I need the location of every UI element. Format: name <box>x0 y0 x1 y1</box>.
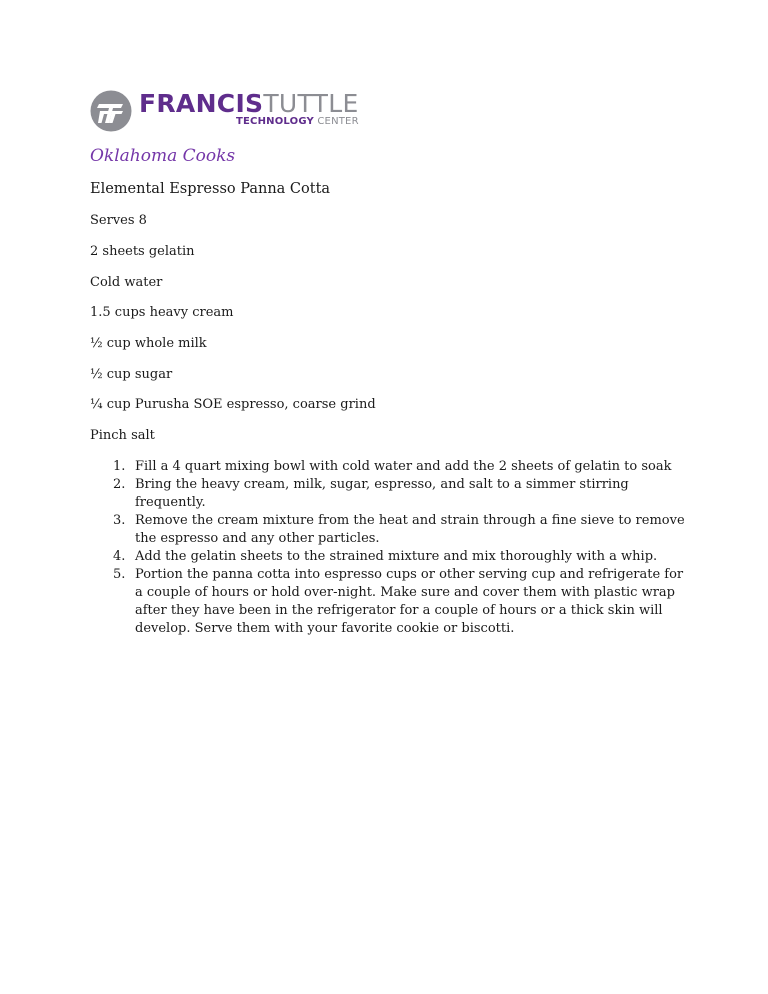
step-number: 3. <box>113 513 126 528</box>
instruction-step <box>90 512 690 548</box>
ingredient-item: ½ cup whole milk <box>90 336 207 351</box>
step-text: Add the gelatin sheets to the strained mixture and mix thoroughly with a whip. <box>135 549 658 564</box>
ingredient-item: ½ cup sugar <box>90 367 173 382</box>
ingredient-item: Cold water <box>90 275 163 290</box>
instruction-step <box>90 566 690 638</box>
step-text: Remove the cream mixture from the heat and strain through a fine sieve to remove the espresso and any other particles. <box>135 513 685 546</box>
ingredient-item: 2 sheets gelatin <box>90 244 195 259</box>
instruction-step <box>90 548 690 566</box>
instruction-step <box>90 458 690 476</box>
serves-text: Serves 8 <box>90 213 147 228</box>
step-text: Bring the heavy cream, milk, sugar, espresso, and salt to a simmer stirring frequently. <box>135 477 629 510</box>
step-number: 1. <box>113 459 126 474</box>
francis-tuttle-logo <box>90 89 370 133</box>
francis-tuttle-logo-icon <box>90 90 132 132</box>
section-title: Oklahoma Cooks <box>90 146 236 166</box>
step-text: Fill a 4 quart mixing bowl with cold water and add the 2 sheets of gelatin to soak <box>135 459 672 474</box>
logo-subtitle <box>236 116 359 127</box>
instruction-step <box>90 476 690 512</box>
logo-word-light: TUTTLE <box>263 89 359 118</box>
logo-wordmark <box>139 89 359 118</box>
ingredient-item: Pinch salt <box>90 428 155 443</box>
step-text: Portion the panna cotta into espresso cups or other serving cup and refrigerate for a couple of hours or hold over-night. Make sure and cover them with plastic wrap after they have been in the refrigerator for a couple of hours or a thick skin will develop. Serve them with your favorite cookie or biscotti. <box>135 567 684 636</box>
ingredient-item: 1.5 cups heavy cream <box>90 305 234 320</box>
ingredient-item: ¼ cup Purusha SOE espresso, coarse grind <box>90 397 376 412</box>
step-number: 2. <box>113 477 126 492</box>
step-number: 5. <box>113 567 126 582</box>
instruction-list <box>90 458 690 638</box>
logo-sub-bold: TECHNOLOGY <box>236 116 314 127</box>
recipe-title: Elemental Espresso Panna Cotta <box>90 181 331 197</box>
logo-word-bold: FRANCIS <box>139 89 264 118</box>
step-number: 4. <box>113 549 126 564</box>
logo-sub-light: CENTER <box>313 116 359 127</box>
